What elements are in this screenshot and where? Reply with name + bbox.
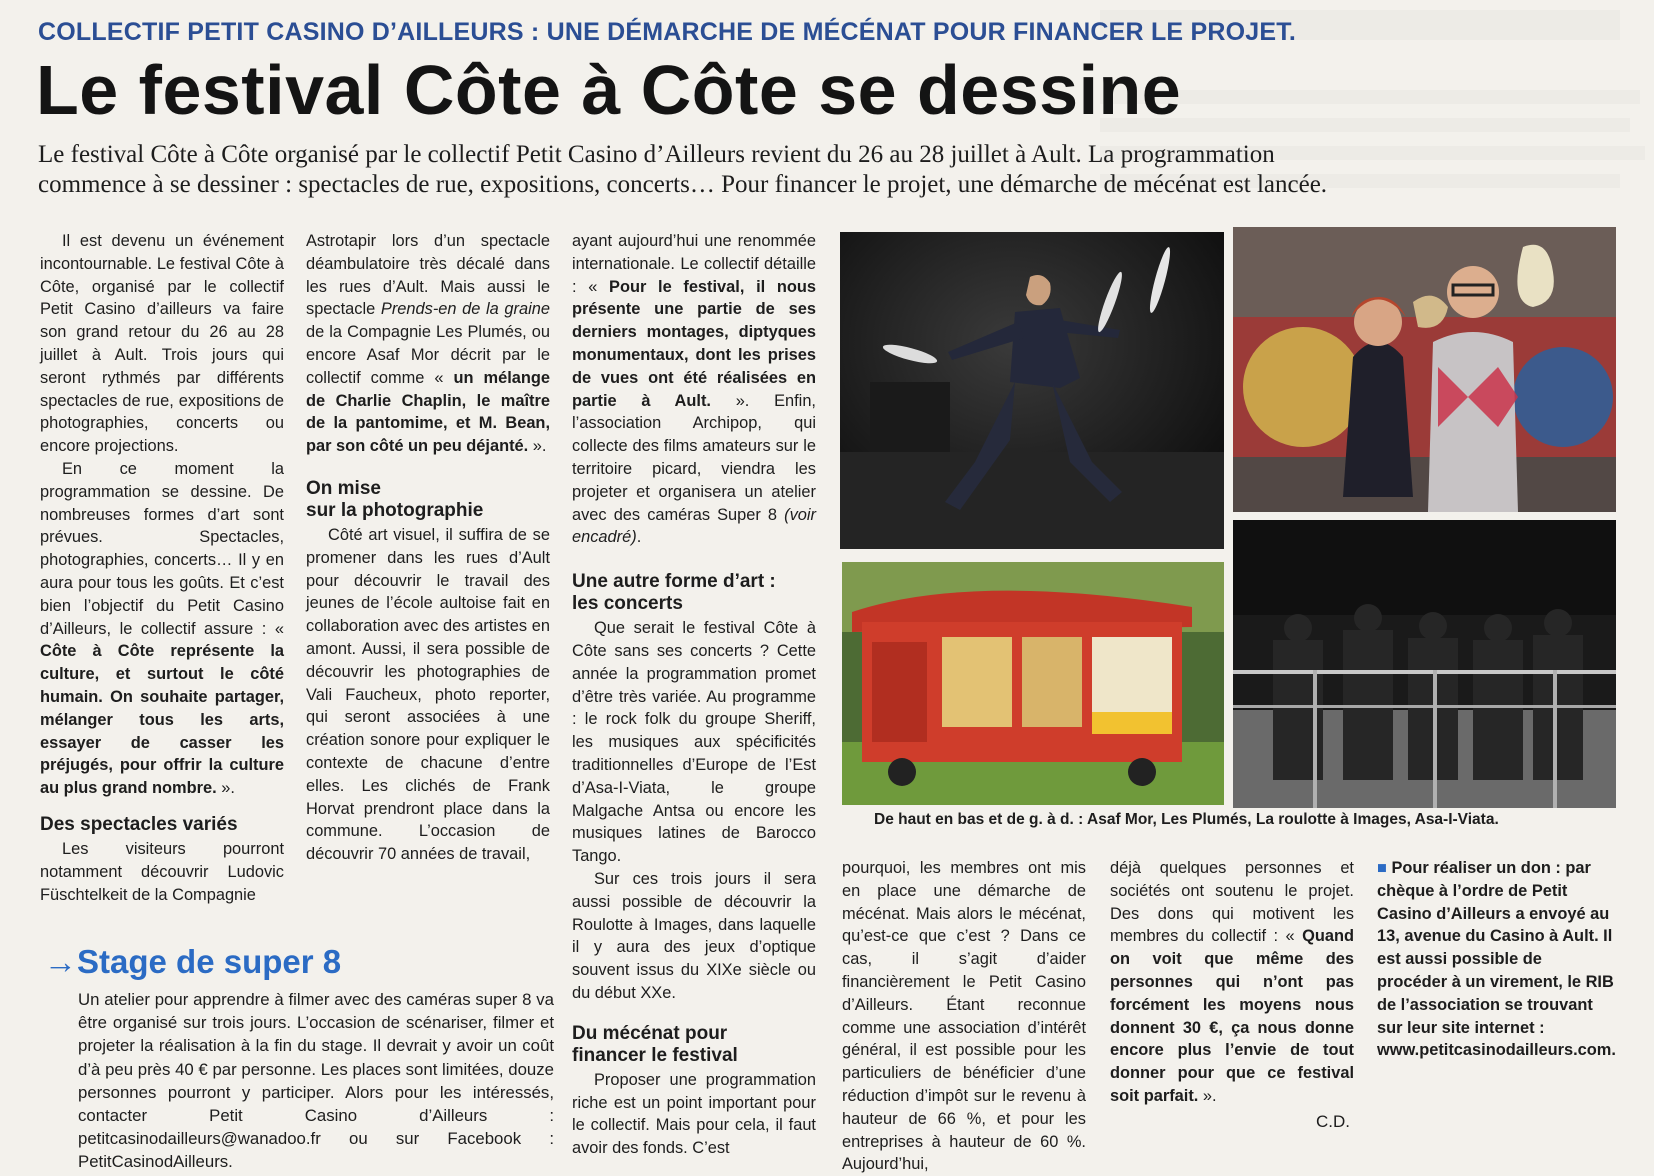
article-column-4 bbox=[842, 857, 1086, 1176]
photo-caption: De haut en bas et de g. à d. : Asaf Mor, Les Plumés, La roulotte à Images, Asa-I-Viata. bbox=[874, 811, 1499, 828]
paragraph: Les visiteurs pourront notamment découvrir Ludovic Füschtelkeit de la Compagnie bbox=[40, 839, 284, 904]
text-span: Astrotapir lors d’un spectacle déambulatoire très décalé dans les rues d’Ault. Mais aussi le spectacle bbox=[306, 232, 550, 319]
text-span: Pour réaliser un don : par chèque à l’ordre de Petit Casino d’Ailleurs a envoyé au 13, avenue du Casino à Ault. Il est aussi possible de procéder à un virement, le RIB de l’association se trouvant sur leur site internet : www.petitcasinodailleurs.com. bbox=[1377, 859, 1616, 1060]
donation-info bbox=[1377, 857, 1615, 1062]
text-span: déjà quelques personnes et sociétés ont soutenu le projet. Des dons qui motivent les membres du collectif : « bbox=[1110, 859, 1354, 946]
paragraph bbox=[1377, 857, 1615, 1062]
paragraph bbox=[306, 230, 550, 458]
paragraph: pourquoi, les membres ont mis en place une démarche de mécénat. Mais alors le mécénat, qu’est-ce que c’est ? Dans ce cas, il s’agit d’aider financièrement le Petit Casino d’Ailleurs. Étant reconnue comme une association d’intérêt général, il est possible pour les particuliers de bénéficier d’une réduction d’impôt sur le revenu à hauteur de 66 %, et pour les entreprises à hauteur de 60 %. Aujourd’hui, bbox=[842, 859, 1086, 1174]
lead-line-2: commence à se dessiner : spectacles de rue, expositions, concerts… Pour financer le projet, une démarche de mécénat est lancée. bbox=[38, 171, 1328, 198]
subheading-line: les concerts bbox=[572, 593, 683, 615]
text-span: . bbox=[636, 528, 642, 547]
see-box: (voir encadré) bbox=[572, 505, 816, 547]
box-text: Un atelier pour apprendre à filmer avec des caméras super 8 va être organisé sur trois jours. L’occasion de scénariser, filmer et projeter la réalisation à la fin du stage. Il devrait y avoir un coût d’à peu près 40 € par personne. Les places sont limitées, douze personnes pourront y participer. Alors pour les intéressés, contacter Petit Casino d’Ailleurs : petitcasinodailleurs@wanadoo.fr ou sur Facebook : PetitCasinodAilleurs. bbox=[78, 990, 554, 1172]
text-span: En ce moment la programmation se dessine. De nombreuses formes d’art sont prévues. Spectacles, photographies, concerts… Il y en aura pour tous les goûts. Et c’est bien l’objectif du Petit Casino d’Ailleurs, le collectif assure : « bbox=[40, 459, 284, 638]
paragraph bbox=[572, 230, 816, 549]
photo-asa-i-viata bbox=[1233, 520, 1616, 808]
subheading-line: sur la photographie bbox=[306, 499, 484, 521]
subheading-line: Une autre forme d’art : bbox=[572, 571, 776, 593]
lead-paragraph bbox=[38, 140, 1618, 200]
paragraph: Côté art visuel, il suffira de se promener dans les rues d’Ault pour découvrir le travail des jeunes de l’école aultoise fait en collaboration avec des artistes en amont. Aussi, il sera possible de découvrir les photographies de Vali Faucheux, photo reporter, qui seront associées à une création sonore pour expliquer le contexte de chacune d’entre elles. Les clichés de Frank Horvat prendront place dans la commune. L’occasion de découvrir 70 années de travail, bbox=[306, 525, 550, 864]
subheading-line: financer le festival bbox=[572, 1044, 738, 1066]
quote-bold: Pour le festival, il nous présente une partie de ses derniers montages, diptyques monumentaux, dont les prises de vues ont été réalisées en partie à Ault. bbox=[572, 277, 816, 410]
article-column-1 bbox=[40, 230, 284, 906]
text-span: de la Compagnie Les Plumés, ou encore Asaf Mor décrit par le collectif comme « bbox=[306, 323, 550, 387]
quote-bold: Quand on voit que même des personnes qui n’ont pas forcément les moyens nous donnent 30 €, ça nous donne encore plus l’envie de tout donner pour que ce festival soit parfait. bbox=[1110, 927, 1354, 1105]
paragraph: Que serait le festival Côte à Côte sans ses concerts ? Cette année la programmation promet d’être très variée. Au programme : le rock folk du groupe Sheriff, les musiques aux spécificités traditionnelles d’Europe de l’Est d’Asa-I-Viata, le groupe Malgache Antsa ou encore les musiques latines de Barocco Tango. bbox=[572, 619, 816, 866]
paragraph: Il est devenu un événement incontournable. Le festival Côte à Côte, organisé par le collectif Petit Casino d’ailleurs va faire son grand retour du 26 au 28 juillet à Ault. Trois jours qui seront rythmés par différents spectacles de rue, expositions de photographies, concerts ou encore projections. bbox=[40, 232, 284, 456]
headline: Le festival Côte à Côte se dessine bbox=[36, 51, 1182, 129]
text-span: ayant aujourd’hui une renommée internationale. Le collectif détaille : « bbox=[572, 232, 816, 296]
paragraph: Sur ces trois jours il sera aussi possible de découvrir la Roulotte à Images, dans laquelle il y aura des jeux d’optique souvent issus du XIXe siècle ou du début XXe. bbox=[572, 869, 816, 1002]
photo-les-plumes bbox=[1233, 227, 1616, 512]
text-span: ». Enfin, l’association Archipop, qui collecte des films amateurs sur le territoire picard, viendra les projeter et organisera un atelier avec des caméras Super 8 bbox=[572, 391, 816, 524]
article-column-2 bbox=[306, 230, 550, 866]
paragraph: Proposer une programmation riche est un point important pour le collectif. Mais pour cela, il faut avoir des fonds. C’est bbox=[572, 1070, 816, 1158]
text-span: ». bbox=[1198, 1086, 1217, 1105]
band-image bbox=[1233, 520, 1616, 808]
author-signature: C.D. bbox=[1316, 1112, 1350, 1131]
box-title: →Stage de super 8 bbox=[44, 943, 342, 980]
subheading-spectacles: Des spectacles variés bbox=[40, 813, 238, 835]
subheading-concerts bbox=[572, 571, 816, 615]
article-column-5 bbox=[1110, 857, 1354, 1108]
subheading-photographie bbox=[306, 478, 550, 522]
subheading-line: Du mécénat pour bbox=[572, 1022, 728, 1044]
subheading-line: On mise bbox=[306, 477, 381, 499]
quote-bold: un mélange de Charlie Chaplin, le maître de la pantomime, et M. Bean, par son côté un peu déjanté. bbox=[306, 368, 550, 456]
juggler-image bbox=[840, 232, 1224, 549]
lead-line-1: Le festival Côte à Côte organisé par le collectif Petit Casino d’Ailleurs revient du 26 au 28 juillet à Ault. La programmation bbox=[38, 141, 1275, 168]
subheading-mecenat bbox=[572, 1023, 816, 1067]
text-span: ». bbox=[528, 437, 547, 456]
bullet-square-icon: ■ bbox=[1377, 859, 1387, 877]
paragraph bbox=[40, 458, 284, 800]
quote-bold: Côte à Côte représente la culture, et surtout le côté humain. On souhaite partager, mélanger tous les arts, essayer de casser les préjugés, pour offrir la culture au plus grand nombre. bbox=[40, 642, 284, 798]
photo-asaf-mor bbox=[840, 232, 1224, 549]
show-title: Prends-en de la graine bbox=[380, 300, 550, 319]
photo-roulotte bbox=[842, 562, 1224, 805]
duo-with-birds-image bbox=[1233, 227, 1616, 512]
caravan-image bbox=[842, 562, 1224, 805]
text-span: ». bbox=[216, 779, 235, 798]
article-column-3 bbox=[572, 230, 816, 1160]
kicker: COLLECTIF PETIT CASINO D’AILLEURS : UNE DÉMARCHE DE MÉCÉNAT POUR FINANCER LE PROJET. bbox=[38, 18, 1297, 46]
paragraph bbox=[1110, 857, 1354, 1108]
